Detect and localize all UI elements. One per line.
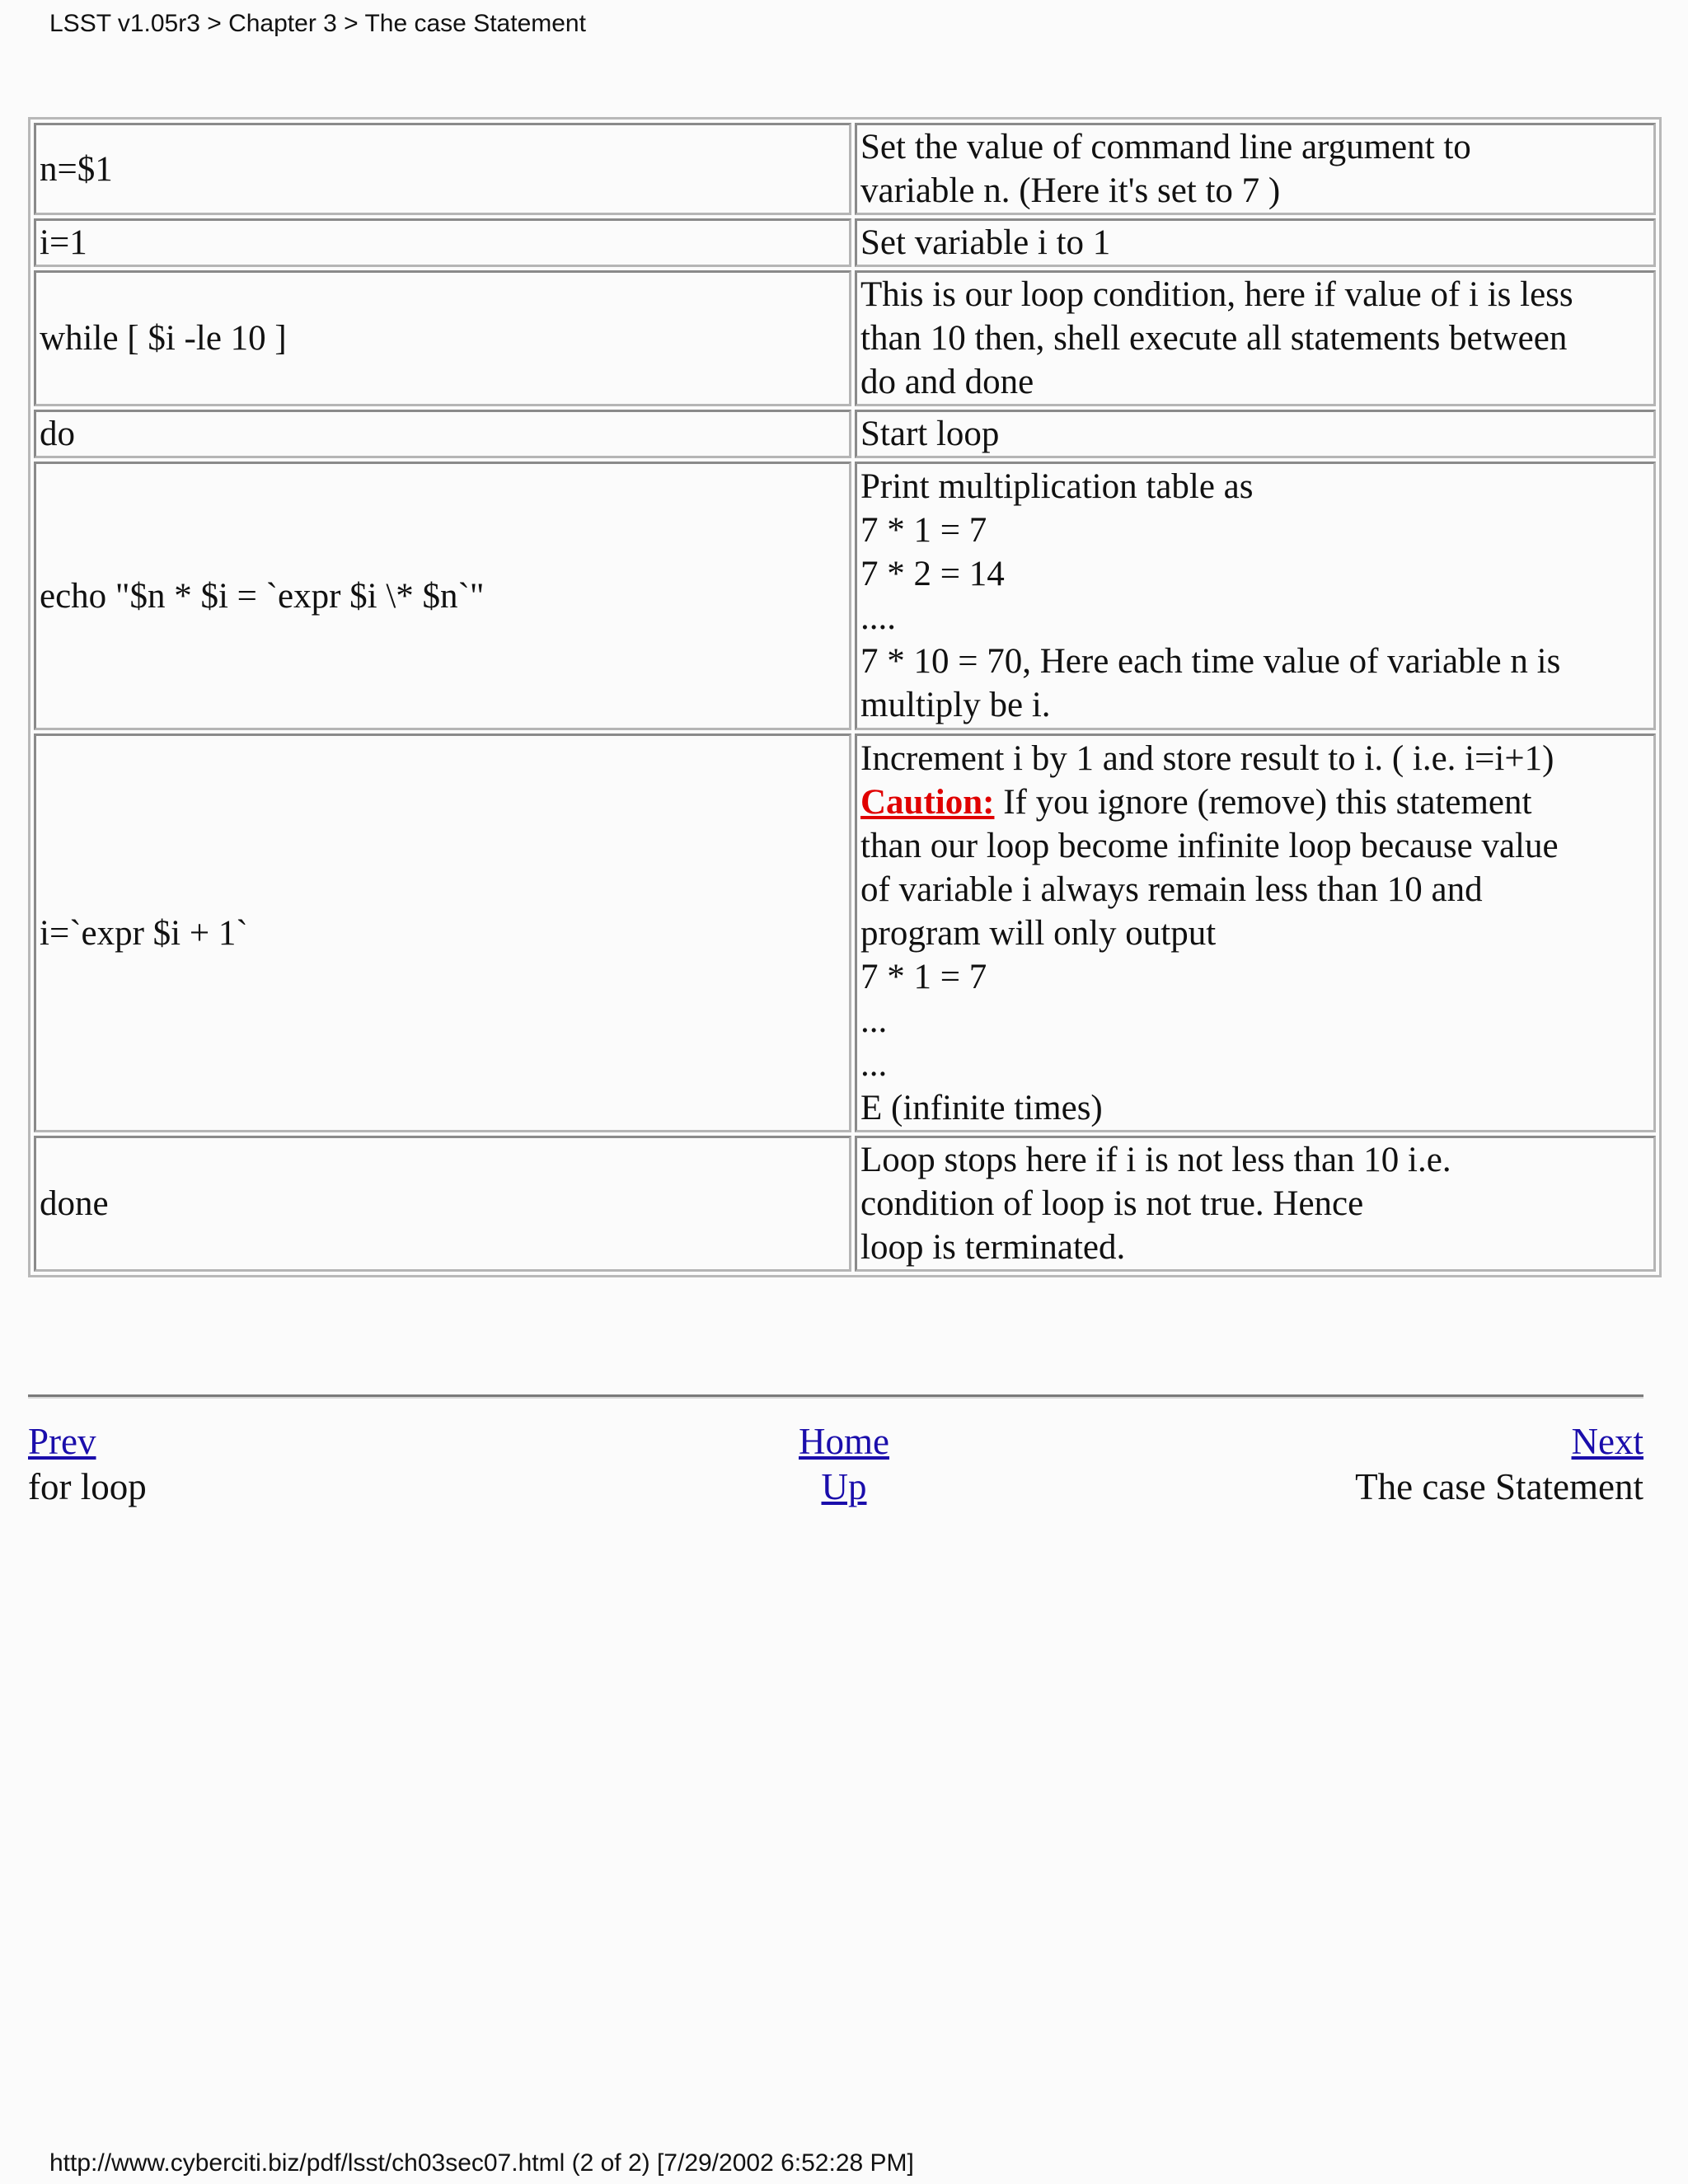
- table-row: [34, 462, 1656, 730]
- description-cell: [855, 123, 1656, 215]
- description-line: do and done: [860, 363, 1034, 401]
- table-row: [34, 123, 1656, 215]
- description-line: of variable i always remain less than 10 and: [860, 869, 1483, 909]
- running-header-breadcrumb: LSST v1.05r3 > Chapter 3 > The case Statement: [49, 10, 586, 37]
- table-row: [34, 410, 1656, 458]
- description-line: Start loop: [860, 415, 1000, 453]
- caution-line: [860, 780, 1650, 824]
- code-cell: i=`expr $i + 1`: [34, 733, 851, 1132]
- description-line: multiply be i.: [860, 686, 1051, 724]
- description-cell: [855, 218, 1656, 267]
- description-line: 7 * 2 = 14: [860, 555, 1005, 593]
- description-line: Set variable i to 1: [860, 223, 1111, 262]
- table-row: [34, 270, 1656, 406]
- description-line: ...: [860, 1044, 888, 1084]
- code-cell: do: [34, 410, 851, 458]
- code-cell: i=1: [34, 218, 851, 267]
- code-cell: done: [34, 1136, 851, 1272]
- caution-text: If you ignore (remove) this statement: [994, 782, 1532, 822]
- description-line: ....: [860, 598, 896, 637]
- description-line: This is our loop condition, here if value of i is less: [860, 275, 1573, 314]
- description-line: Set the value of command line argument to: [860, 128, 1471, 166]
- description-cell: [855, 733, 1656, 1132]
- description-line: variable n. (Here it's set to 7 ): [860, 171, 1281, 210]
- description-line: 7 * 1 = 7: [860, 957, 987, 996]
- nav-prev: [28, 1419, 147, 1510]
- description-cell: [855, 410, 1656, 458]
- next-page-title: The case Statement: [1355, 1466, 1643, 1507]
- description-line: than our loop become infinite loop because value: [860, 826, 1559, 865]
- code-cell: n=$1: [34, 123, 851, 215]
- description-cell: [855, 270, 1656, 406]
- next-link[interactable]: Next: [1571, 1421, 1643, 1462]
- prev-page-title: for loop: [28, 1466, 147, 1507]
- home-link[interactable]: Home: [799, 1421, 889, 1462]
- description-line: Loop stops here if i is not less than 10 i.e.: [860, 1141, 1451, 1179]
- table-row: [34, 1136, 1656, 1272]
- table-row: [34, 733, 1656, 1132]
- description-line: program will only output: [860, 913, 1217, 953]
- nav-next: [1355, 1419, 1643, 1510]
- code-cell: echo "$n * $i = `expr $i \* $n`": [34, 462, 851, 730]
- navigation-divider: [28, 1394, 1643, 1399]
- description-line: loop is terminated.: [860, 1228, 1126, 1267]
- description-line: Increment i by 1 and store result to i. ( i.e. i=i+1): [860, 738, 1554, 778]
- description-line: condition of loop is not true. Hence: [860, 1184, 1364, 1223]
- description-cell: [855, 1136, 1656, 1272]
- description-line: 7 * 10 = 70, Here each time value of variable n is: [860, 642, 1561, 681]
- description-line: Print multiplication table as: [860, 467, 1254, 506]
- table-row: [34, 218, 1656, 267]
- description-line: ...: [860, 1001, 888, 1040]
- code-cell: while [ $i -le 10 ]: [34, 270, 851, 406]
- caution-label: Caution:: [860, 782, 995, 822]
- description-line: than 10 then, shell execute all statements between: [860, 319, 1568, 358]
- description-line: E (infinite times): [860, 1088, 1103, 1127]
- script-explanation-table: [28, 117, 1662, 1277]
- up-link[interactable]: Up: [821, 1466, 867, 1507]
- nav-center: [762, 1419, 926, 1510]
- running-footer-url: http://www.cyberciti.biz/pdf/lsst/ch03sec07.html (2 of 2) [7/29/2002 6:52:28 PM]: [49, 2149, 914, 2177]
- description-line: 7 * 1 = 7: [860, 511, 987, 550]
- prev-link[interactable]: Prev: [28, 1421, 96, 1462]
- description-cell: [855, 462, 1656, 730]
